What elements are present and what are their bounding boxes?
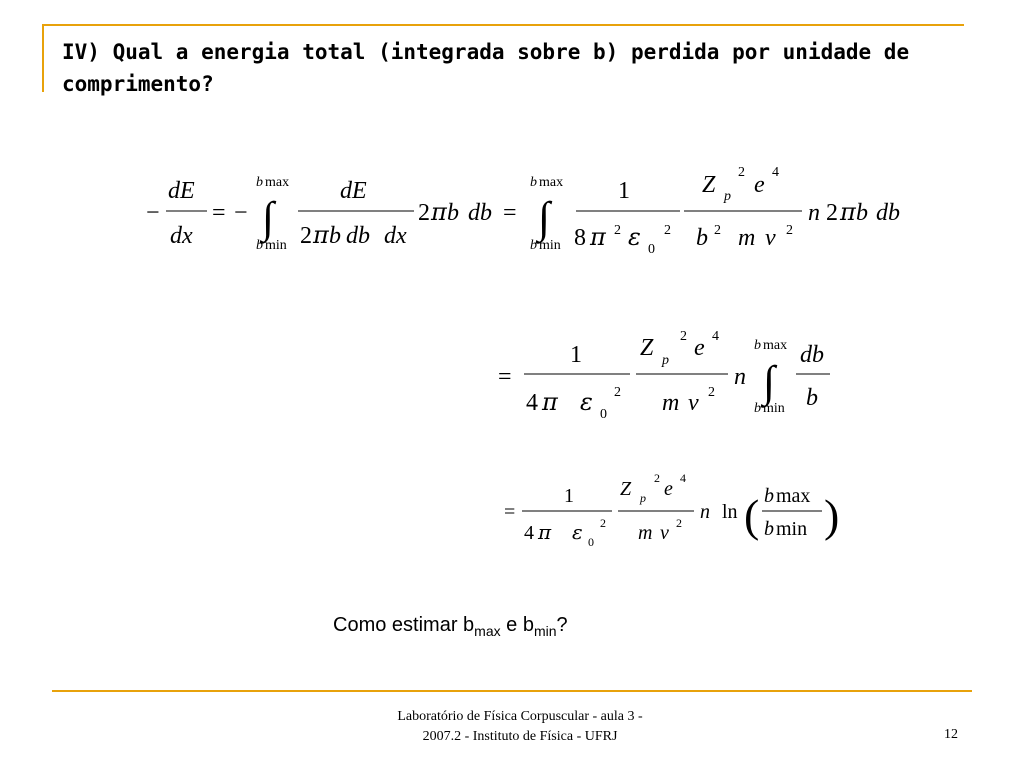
eq1-db: db bbox=[468, 200, 492, 226]
eq2-epsilon-sub: 0 bbox=[600, 407, 607, 422]
eq2-four: 4 bbox=[526, 390, 538, 416]
eq3-b-den: b bbox=[764, 518, 774, 540]
eq2-db: db bbox=[800, 342, 824, 368]
eq1-equals-2: = bbox=[503, 200, 517, 226]
eq2-pi: π bbox=[542, 388, 558, 416]
footer-line-2: 2007.2 - Instituto de Física - UFRJ bbox=[422, 729, 618, 744]
eq1-dE-num-2: dE bbox=[340, 178, 367, 204]
eq2-int-max: max bbox=[763, 338, 788, 353]
eq1-dx-den: dx bbox=[170, 223, 193, 249]
eq2-int-b-lower: b bbox=[754, 401, 761, 416]
eq1-minus-2: − bbox=[234, 200, 248, 226]
question-text: Como estimar $b_{max}$ e $b_{min}$? bbox=[333, 614, 568, 639]
eq3-min: min bbox=[776, 518, 808, 540]
eq2-b: b bbox=[806, 385, 818, 411]
eq3-epsilon-sq: 2 bbox=[600, 516, 606, 530]
eq2-n: n bbox=[734, 364, 746, 390]
eq3-m: m bbox=[638, 522, 653, 544]
eq3-rparen: ) bbox=[824, 490, 840, 541]
equation-2 bbox=[498, 329, 830, 422]
eq1-two: 2 bbox=[418, 200, 430, 226]
eq2-equals: = bbox=[498, 364, 512, 390]
eq1-int2-min: min bbox=[539, 238, 561, 253]
eq3-four: 4 bbox=[524, 522, 534, 544]
eq2-m: m bbox=[662, 390, 680, 416]
eq3-epsilon-sub: 0 bbox=[588, 535, 594, 549]
eq2-v: v bbox=[688, 390, 699, 416]
eq1-v: v bbox=[765, 225, 776, 251]
eq1-eight: 8 bbox=[574, 225, 586, 251]
eq1-b-den: b bbox=[696, 225, 708, 251]
eq3-Z-sq: 2 bbox=[654, 471, 660, 485]
slide-title: IV) Qual a energia total (integrada sobre b) perdida por unidade de comprimento? bbox=[62, 40, 910, 96]
eq1-equals-1: = bbox=[212, 200, 226, 226]
eq2-epsilon-sq: 2 bbox=[614, 385, 621, 400]
eq3-b-num: b bbox=[764, 485, 774, 507]
eq1-pi-2: π bbox=[590, 223, 606, 251]
eq3-lparen: ( bbox=[744, 490, 760, 541]
page-number: 12 bbox=[944, 727, 958, 742]
eq2-integral: ∫ bbox=[763, 357, 776, 406]
eq1-epsilon: ε bbox=[628, 223, 641, 251]
eq3-Z-sub: p bbox=[640, 491, 646, 505]
eq2-Z: Z bbox=[640, 335, 654, 361]
eq3-v-sq: 2 bbox=[676, 516, 682, 530]
eq3-ln: ln bbox=[722, 501, 738, 523]
eq3-pi: π bbox=[538, 520, 552, 544]
equation-3 bbox=[504, 471, 839, 549]
eq3-e: e bbox=[664, 478, 673, 500]
eq1-den-2: 2 bbox=[300, 223, 312, 249]
eq1-db-2: db bbox=[876, 200, 900, 226]
eq1-b: b bbox=[447, 200, 459, 226]
eq3-Z: Z bbox=[620, 478, 632, 500]
eq2-int-b-upper: b bbox=[754, 338, 761, 353]
eq1-pi-3: π bbox=[840, 198, 856, 226]
eq1-int1-max: max bbox=[265, 175, 290, 190]
eq1-den-dx: dx bbox=[384, 223, 407, 249]
equation-1 bbox=[146, 165, 900, 257]
eq1-e: e bbox=[754, 172, 765, 198]
eq1-one: 1 bbox=[618, 178, 630, 204]
eq2-Z-sub: p bbox=[662, 353, 669, 368]
eq2-e: e bbox=[694, 335, 705, 361]
eq1-two-2: 2 bbox=[826, 200, 838, 226]
eq1-b-sq: 2 bbox=[714, 223, 721, 238]
eq1-int1-b-upper: b bbox=[256, 175, 263, 190]
eq1-Z-sub: p bbox=[724, 189, 731, 204]
footer-caption bbox=[320, 707, 720, 747]
eq1-den-db: db bbox=[346, 223, 370, 249]
eq1-epsilon-sub: 0 bbox=[648, 242, 655, 257]
eq2-one: 1 bbox=[570, 342, 582, 368]
eq1-m: m bbox=[738, 225, 756, 251]
eq1-minus: − bbox=[146, 200, 160, 226]
eq1-n: n bbox=[808, 200, 820, 226]
eq2-v-sq: 2 bbox=[708, 385, 715, 400]
footer-line-1: Laboratório de Física Corpuscular - aula 3 - bbox=[397, 709, 643, 724]
eq1-dE-num: dE bbox=[168, 178, 195, 204]
eq1-int2-max: max bbox=[539, 175, 564, 190]
eq3-e-pow: 4 bbox=[680, 471, 686, 485]
eq1-int1-b-lower: b bbox=[256, 238, 263, 253]
eq1-pi: π bbox=[431, 198, 447, 226]
eq1-v-sq: 2 bbox=[786, 223, 793, 238]
eq1-int1-min: min bbox=[265, 238, 287, 253]
eq1-e-pow: 4 bbox=[772, 165, 779, 180]
eq3-n: n bbox=[700, 501, 710, 523]
eq3-max: max bbox=[776, 485, 811, 507]
eq1-Z-sq: 2 bbox=[738, 165, 745, 180]
eq1-epsilon-sq: 2 bbox=[664, 223, 671, 238]
eq3-equals: = bbox=[504, 501, 516, 523]
eq2-Z-sq: 2 bbox=[680, 329, 687, 344]
eq1-Z: Z bbox=[702, 172, 716, 198]
eq1-b-2: b bbox=[856, 200, 868, 226]
eq1-pi-sq: 2 bbox=[614, 223, 621, 238]
eq3-epsilon: ε bbox=[572, 520, 583, 544]
eq3-one: 1 bbox=[564, 485, 574, 507]
eq3-v: v bbox=[660, 522, 669, 544]
eq1-int2-b-upper: b bbox=[530, 175, 537, 190]
eq2-epsilon: ε bbox=[580, 388, 593, 416]
eq1-den-b: b bbox=[329, 223, 341, 249]
eq2-int-min: min bbox=[763, 401, 785, 416]
eq1-integral-2: ∫ bbox=[538, 193, 551, 242]
eq1-integral-1: ∫ bbox=[262, 193, 275, 242]
eq1-int2-b-lower: b bbox=[530, 238, 537, 253]
eq2-e-pow: 4 bbox=[712, 329, 719, 344]
eq1-den-pi: π bbox=[313, 221, 329, 249]
